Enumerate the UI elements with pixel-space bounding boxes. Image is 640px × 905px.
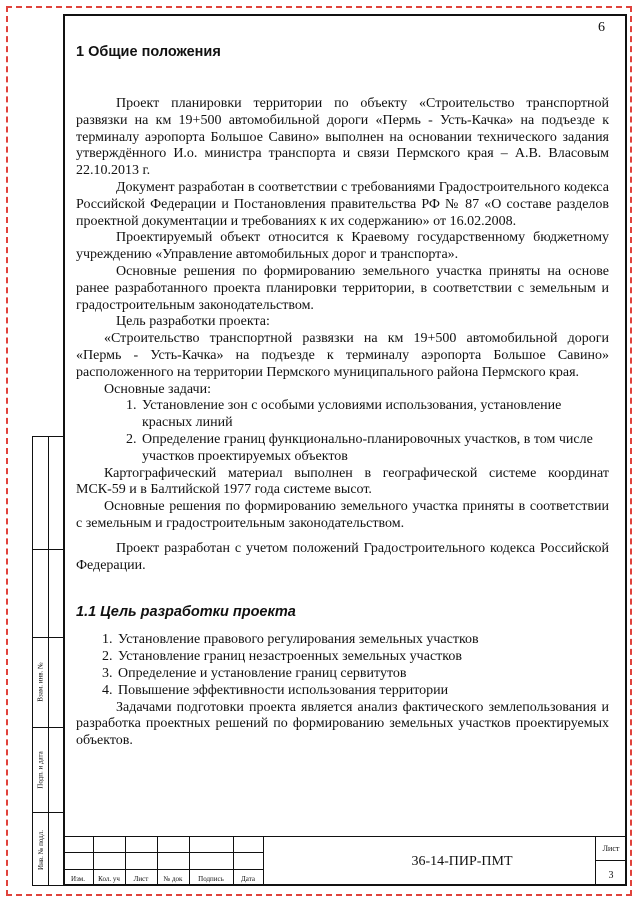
paragraph-decisions: Основные решения по формированию земельного участка приняты на основе ранее разработанного проекта планировки территории, в соответствии с земельным и градостроительным законодательством. — [76, 263, 609, 313]
page-number: 6 — [598, 20, 605, 35]
paragraph-tasks-heading: Основные задачи: — [104, 381, 211, 397]
sheet-label: Лист — [602, 844, 620, 853]
side-label-sign-date: Подп. и дата — [36, 750, 45, 789]
side-label-inv-original: Инв. № подл. — [36, 829, 45, 870]
side-strip-divider — [48, 437, 49, 885]
stamp-col-signature: Подпись — [198, 875, 224, 883]
stamp-col-count: Кол. уч — [98, 875, 120, 883]
stamp-col-doc: № док — [163, 875, 183, 883]
paragraph-cartography: Картографический материал выполнен в географической системе координат МСК-59 и в Балтийской 1977 года системе высот. — [76, 465, 609, 498]
title-block-col — [263, 836, 264, 886]
paragraph-land-decisions: Основные решения по формированию земельного участка приняты в соответствии с земельным и градостроительным законодательством. — [76, 499, 609, 531]
section-title: 1 Общие положения — [76, 44, 221, 60]
stamp-col-sheet: Лист — [133, 875, 149, 883]
list-item: 3. Определение и установление границ сервитутов — [116, 666, 609, 683]
paragraph-owner: Проектируемый объект относится к Краевому государственному бюджетному учреждению «Управление автомобильных дорог и транспорта». — [76, 230, 609, 263]
stamp-col-date: Дата — [241, 875, 255, 883]
document-code: 36-14-ПИР-ПМТ — [411, 854, 513, 869]
tasks-list — [76, 398, 609, 465]
list-item: 2. Определение границ функционально-планировочных участков, в том числе участков проектируемых объектов — [140, 432, 609, 466]
paragraph-goal-heading: Цель разработки проекта: — [116, 314, 270, 330]
subsection-title: 1.1 Цель разработки проекта — [76, 604, 296, 621]
list-item: 1. Установление правового регулирования земельных участков — [116, 632, 609, 649]
title-block — [63, 836, 627, 886]
sheet-number: 3 — [608, 870, 614, 881]
side-label-inv-replace: Взам. инв. № — [36, 662, 45, 702]
document-body — [76, 44, 609, 750]
side-strip-rule — [33, 549, 63, 550]
list-item: 1. Установление зон с особыми условиями использования, установление красных линий — [140, 398, 609, 432]
paragraph-code: Проект разработан с учетом положений Градостроительного кодекса Российской Федерации. — [76, 540, 609, 573]
goals-list — [76, 632, 609, 699]
side-stamp-strip — [32, 436, 63, 886]
list-item: 2. Установление границ незастроенных земельных участков — [116, 649, 609, 666]
paragraph-object: «Строительство транспортной развязки на км 19+500 автомобильной дороги «Пермь - Усть-Качка» на подъезде к терминалу аэропорта Большое Савино» расположенного на территории Пермского муниципального района Пермского края. — [76, 331, 609, 380]
title-block-rule — [63, 836, 627, 837]
paragraph-closing: Задачами подготовки проекта является анализ фактического землепользования и разработка проектных решений по формированию земельных участков проектируемых объектов. — [76, 699, 609, 749]
paragraph-basis: Проект планировки территории по объекту «Строительство транспортной развязки на км 19+500 автомобильной дороги «Пермь - Усть-Качка» на подъезде к терминалу аэропорта Большое Савино» выполнен на основании технического задания утверждённого И.о. министра транспорта и связи Пермского края – А.В. Власовым 22.10.2013 г. — [76, 96, 609, 179]
paragraph-compliance: Документ разработан в соответствии с требованиями Градостроительного кодекса Российской Федерации и Постановления правительства РФ № 87 «О составе разделов проектной документации и требованиях к их содержанию» от 16.02.2008. — [76, 179, 609, 229]
title-block-rule — [595, 860, 627, 861]
stamp-col-change: Изм. — [71, 875, 85, 883]
list-item: 4. Повышение эффективности использования территории — [116, 683, 609, 700]
